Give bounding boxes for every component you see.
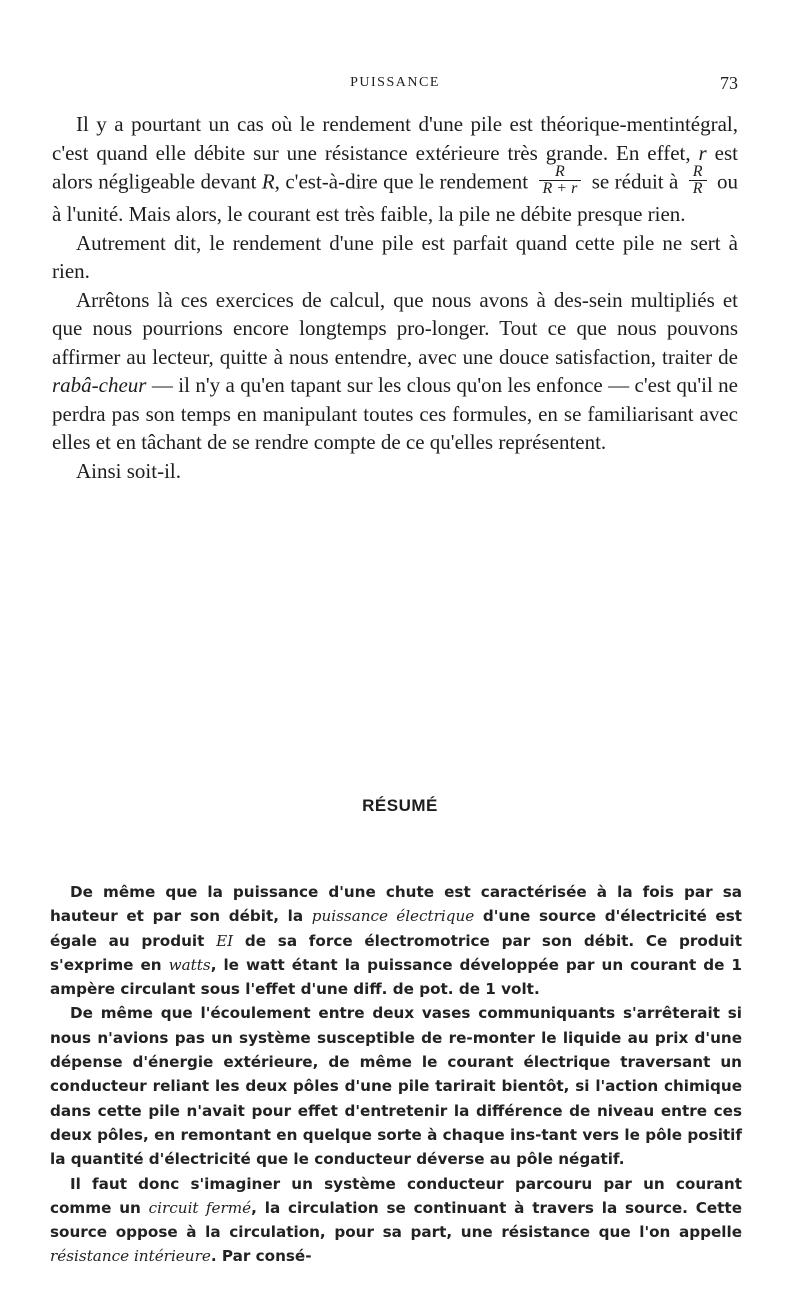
paragraph-pile-efficiency: Il y a pourtant un cas où le rendement d'une pile est théorique-mentintégral, c'est quand elle débite sur une résistance extérieure très grande. En effet, r est alors négligeable devant R, c'est-à-dire que le rendement $\frac{R}{R + r}$ se réduit à $\frac{R}{R}$ ou à l'unité. Mais alors, le courant est très faible, la pile ne débite presque rien. [52, 112, 738, 226]
summary-paragraph-vases: De même que l'écoulement entre deux vases communiquants s'arrêterait si nous n'avions pas un système susceptible de re-monter le liquide au prix d'une dépense d'énergie extérieure, de même le courant électrique traversant un conducteur reliant les deux pôles d'une pile tarirait bientôt, si l'action chimique dans cette pile n'avait pour effet d'entretenir la différence de niveau entre ces deux pôles, en remontant en quelque sorte à chaque ins-tant vers le pôle positif la quantité d'électricité que le conducteur déverse au pôle négatif. [50, 1004, 742, 1169]
summary-text [50, 880, 742, 1269]
fraction-denominator: R [689, 180, 707, 197]
summary-title: RÉSUMÉ [362, 796, 438, 815]
paragraph-arretons: Arrêtons là ces exercices de calcul, que nous avons à des-sein multipliés et que nous pourrions encore longtemps pro-longer. Tout ce que nous pouvons affirmer au lecteur, quitte à nous entendre, avec une douce satisfaction, traiter de rabâ-cheur — il n'y a qu'en tapant sur les clous qu'on les enfonce — c'est qu'il ne perdra pas son temps en manipulant toutes ces formules, en se familiarisant avec elles et en tâchant de se rendre compte de ce qu'elles représentent. [52, 287, 738, 454]
page-number: 73 [720, 73, 738, 93]
fraction-unity [689, 164, 707, 197]
fraction-numerator: R [555, 163, 565, 180]
fraction-denominator: R + r [539, 180, 582, 197]
paragraph-ainsi: Ainsi soit-il. [76, 458, 182, 483]
body-text [52, 110, 738, 485]
running-title: PUISSANCE [350, 75, 440, 90]
page-header [52, 73, 738, 95]
summary-paragraph-circuit: Il faut donc s'imaginer un système conducteur parcouru par un courant comme un circuit fermé, la circulation se continuant à travers la source. Cette source oppose à la circulation, pour sa part, une résistance que l'on appelle résistance intérieure. Par consé- [50, 1174, 742, 1266]
fraction-numerator: R [692, 163, 703, 180]
fraction-efficiency [539, 164, 582, 197]
paragraph-autrement: Autrement dit, le rendement d'une pile est parfait quand cette pile ne sert à rien. [52, 230, 738, 283]
summary-paragraph-power: De même que la puissance d'une chute est caractérisée à la fois par sa hauteur et par son débit, la puissance électrique d'une source d'électricité est égale au produit EI de sa force électromotrice par son débit. Ce produit s'exprime en watts, le watt étant la puissance développée par un courant de 1 ampère circulant sous l'effet d'une diff. de pot. de 1 volt. [50, 883, 743, 999]
